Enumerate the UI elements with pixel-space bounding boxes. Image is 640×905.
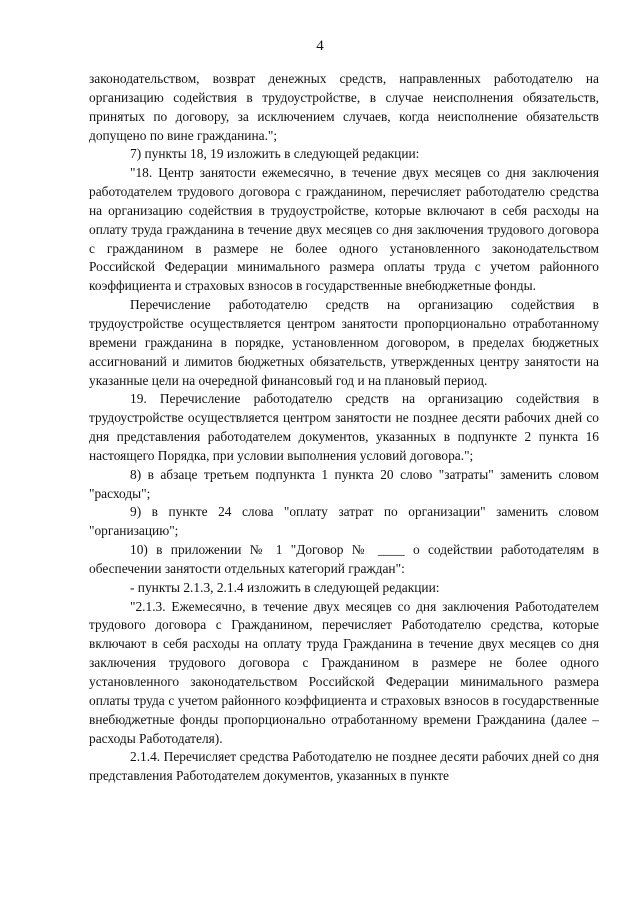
document-body <box>89 70 599 786</box>
page-number: 4 <box>316 38 324 54</box>
paragraph: 9) в пункте 24 слова "оплату затрат по организации" заменить словом "организацию"; <box>89 504 599 539</box>
paragraph: 8) в абзаце третьем подпункта 1 пункта 20 слово "затраты" заменить словом "расходы"; <box>89 466 599 501</box>
paragraph: 2.1.4. Перечисляет средства Работодателю не позднее десяти рабочих дней со дня представления Работодателем документов, указанных в пункте <box>89 749 599 784</box>
paragraph: законодательством, возврат денежных средств, направленных работодателю на организацию содействия в трудоустройстве, в случае неисполнения обязательств, принятых по договору, за исключением случаев, когда неисполнение обязательств допущено по вине гражданина."; <box>89 71 599 143</box>
paragraph: Перечисление работодателю средств на организацию содействия в трудоустройстве осуществляется центром занятости пропорционально отработанному времени гражданина в порядке, установленном договором, в пределах бюджетных ассигнований и лимитов бюджетных обязательств, утвержденных центру занятости на указанные цели на очередной финансовый год и на плановый период. <box>89 297 599 388</box>
paragraph: "2.1.3. Ежемесячно, в течение двух месяцев со дня заключения Работодателем трудового договора с Гражданином, перечисляет Работодателю средства, которые включают в себя расходы на оплату труда Гражданина в течение двух месяцев со дня заключения трудового договора с Гражданином в размере не более одного установленного законодательством Российской Федерации минимального размера оплаты труда с учетом районного коэффициента и страховых взносов в государственные внебюджетные фонды пропорционально отработанному времени Гражданина (далее – расходы Работодателя). <box>89 598 599 746</box>
paragraph: 10) в приложении № 1 "Договор № ____ о содействии работодателям в обеспечении занятости отдельных категорий граждан": <box>89 542 599 576</box>
paragraph: "18. Центр занятости ежемесячно, в течение двух месяцев со дня заключения работодателем трудового договора с гражданином, перечисляет работодателю средства на организацию содействия в трудоустройстве, которые включают в себя расходы на оплату труда гражданина в течение двух месяцев со дня заключения трудового договора с гражданином в размере не более одного установленного законодательством Российской Федерации минимального размера оплаты труда с учетом районного коэффициента и страховых взносов в государственные внебюджетные фонды. <box>89 165 599 294</box>
paragraph: 19. Перечисление работодателю средств на организацию содействия в трудоустройстве осуществляется центром занятости не позднее десяти рабочих дней со дня представления работодателем документов, указанных в подпункте 2 пункта 16 настоящего Порядка, при условии выполнения условий договора."; <box>89 391 599 463</box>
paragraph: 7) пункты 18, 19 изложить в следующей редакции: <box>130 146 420 162</box>
paragraph: - пункты 2.1.3, 2.1.4 изложить в следующей редакции: <box>130 579 440 595</box>
